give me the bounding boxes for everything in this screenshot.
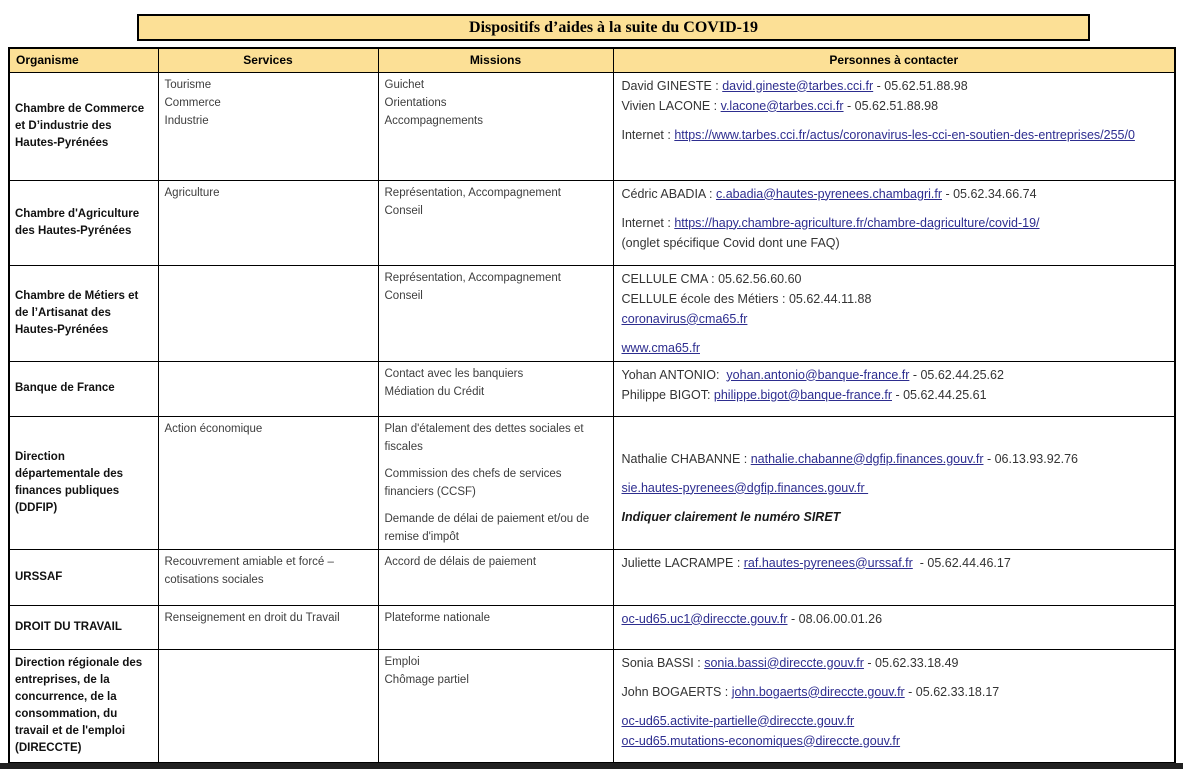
organisme-cell: [9, 265, 158, 361]
contact-text: Yohan ANTONIO:: [621, 367, 727, 382]
aid-table: [8, 47, 1176, 764]
contacts-cell: [613, 72, 1175, 180]
contacts-cell: [613, 180, 1175, 265]
table-row: [9, 549, 1175, 605]
contact-link[interactable]: yohan.antonio@banque-france.fr: [726, 367, 910, 382]
contact-text: - 05.62.34.66.74: [942, 186, 1037, 201]
organisme-name: Chambre d'Agriculture des Hautes-Pyrénées: [15, 207, 140, 237]
organisme-cell: [9, 416, 158, 549]
contact-link[interactable]: raf.hautes-pyrenees@urssaf.fr: [743, 555, 913, 570]
contact-text: John BOGAERTS :: [621, 684, 732, 699]
table-body: [9, 72, 1175, 763]
organisme-name: Direction régionale des entreprises, de la concurrence, de la consommation, du travail et de l'emploi (DIRECCTE): [15, 656, 143, 754]
contacts-cell: [613, 649, 1175, 763]
text-paragraph: Guichet Orientations Accompagnements: [384, 78, 483, 127]
contact-paragraph: [622, 184, 1167, 204]
services-cell: [158, 72, 378, 180]
contact-text: Cédric ABADIA :: [621, 186, 716, 201]
contact-paragraph: [622, 269, 1167, 329]
contact-link[interactable]: c.abadia@hautes-pyrenees.chambagri.fr: [715, 186, 942, 201]
text-paragraph: Accord de délais de paiement: [384, 555, 537, 568]
text-paragraph: Plateforme nationale: [384, 611, 490, 624]
missions-cell: [378, 361, 613, 416]
contact-text: Juliette LACRAMPE :: [621, 555, 744, 570]
text-paragraph: Contact avec les banquiers Médiation du Crédit: [384, 367, 524, 398]
contact-text: (onglet spécifique Covid dont une FAQ): [621, 235, 840, 250]
contact-paragraph: [622, 213, 1167, 253]
contact-text: Philippe BIGOT:: [621, 387, 714, 402]
contact-link[interactable]: oc-ud65.activite-partielle@direccte.gouv.fr: [621, 713, 855, 728]
organisme-name: DROIT DU TRAVAIL: [15, 620, 122, 633]
contact-paragraph: [622, 711, 1167, 751]
table-row: [9, 72, 1175, 180]
contacts-cell: [613, 361, 1175, 416]
missions-cell: [378, 72, 613, 180]
organisme-cell: [9, 180, 158, 265]
contact-link[interactable]: sonia.bassi@direccte.gouv.fr: [704, 655, 864, 670]
contact-text: Internet :: [621, 127, 675, 142]
contact-text: - 06.13.93.92.76: [983, 451, 1079, 466]
contact-text: - 08.06.00.01.26: [787, 611, 883, 626]
services-cell: [158, 265, 378, 361]
table-row: [9, 416, 1175, 549]
services-cell: [158, 649, 378, 763]
organisme-name: Banque de France: [15, 382, 115, 394]
text-paragraph: Plan d'étalement des dettes sociales et fiscales: [384, 422, 587, 453]
contact-text: CELLULE école des Métiers : 05.62.44.11.88: [621, 291, 872, 306]
organisme-name: Chambre de Métiers et de l’Artisanat des Hautes-Pyrénées: [15, 289, 139, 336]
text-paragraph: Tourisme Commerce Industrie: [164, 78, 221, 127]
contact-text: - 05.62.44.25.62: [909, 367, 1004, 382]
contact-paragraph: [622, 449, 1167, 469]
text-paragraph: Représentation, Accompagnement Conseil: [384, 186, 561, 217]
column-header-services: Services: [158, 48, 378, 72]
text-paragraph: Renseignement en droit du Travail: [164, 611, 340, 624]
contacts-cell: [613, 416, 1175, 549]
contact-text: - 05.62.33.18.49: [863, 655, 959, 670]
text-paragraph: Représentation, Accompagnement Conseil: [384, 271, 561, 302]
contacts-cell: [613, 549, 1175, 605]
organisme-name: URSSAF: [15, 570, 63, 583]
text-paragraph: Emploi Chômage partiel: [384, 655, 469, 686]
contact-text: - 05.62.33.18.17: [904, 684, 1000, 699]
header-row: [9, 48, 1175, 72]
contact-paragraph: [622, 478, 1167, 498]
contact-paragraph: [622, 365, 1167, 405]
organisme-cell: [9, 549, 158, 605]
contact-link[interactable]: john.bogaerts@direccte.gouv.fr: [731, 684, 905, 699]
contact-paragraph: [622, 125, 1167, 145]
contact-text: CELLULE CMA : 05.62.56.60.60: [621, 271, 802, 286]
contact-link[interactable]: https://hapy.chambre-agriculture.fr/chambre-dagriculture/covid-19/: [674, 215, 1040, 230]
contact-paragraph: [622, 507, 1167, 527]
contact-paragraph: [622, 682, 1167, 702]
contact-paragraph: [622, 420, 1167, 440]
contacts-cell: [613, 265, 1175, 361]
contact-link[interactable]: sie.hautes-pyrenees@dgfip.finances.gouv.fr: [621, 480, 869, 495]
table-row: [9, 649, 1175, 763]
services-cell: [158, 605, 378, 649]
text-paragraph: Recouvrement amiable et forcé – cotisations sociales: [164, 555, 334, 586]
contact-paragraph: [622, 653, 1167, 673]
column-header-organisme: Organisme: [9, 48, 158, 72]
organisme-cell: [9, 361, 158, 416]
contact-text: Sonia BASSI :: [621, 655, 705, 670]
services-cell: [158, 180, 378, 265]
text-paragraph: Agriculture: [164, 186, 220, 199]
contact-text: Vivien LACONE :: [621, 98, 721, 113]
missions-cell: [378, 180, 613, 265]
contact-link[interactable]: v.lacone@tarbes.cci.fr: [720, 98, 844, 113]
contact-paragraph: [622, 338, 1167, 358]
missions-cell: [378, 416, 613, 549]
contact-text: David GINESTE :: [621, 78, 723, 93]
contact-link[interactable]: www.cma65.fr: [621, 340, 700, 355]
column-header-missions: Missions: [378, 48, 613, 72]
contact-paragraph: [622, 609, 1167, 629]
contact-paragraph: [622, 553, 1167, 573]
table-row: [9, 180, 1175, 265]
text-paragraph: Action économique: [164, 422, 263, 435]
table-row: [9, 265, 1175, 361]
contact-link[interactable]: oc-ud65.uc1@direccte.gouv.fr: [621, 611, 788, 626]
contact-text: [622, 423, 625, 437]
contact-link[interactable]: david.gineste@tarbes.cci.fr: [722, 78, 874, 93]
contact-text: Indiquer clairement le numéro SIRET: [621, 509, 841, 524]
organisme-name: Direction départementale des finances publiques (DDFIP): [15, 450, 124, 514]
contact-link[interactable]: https://www.tarbes.cci.fr/actus/coronavirus-les-cci-en-soutien-des-entreprises/255/0: [674, 127, 1135, 142]
contact-link[interactable]: philippe.bigot@banque-france.fr: [713, 387, 892, 402]
contacts-cell: [613, 605, 1175, 649]
services-cell: [158, 549, 378, 605]
organisme-cell: [9, 605, 158, 649]
missions-cell: [378, 265, 613, 361]
missions-cell: [378, 649, 613, 763]
contact-link[interactable]: nathalie.chabanne@dgfip.finances.gouv.fr: [750, 451, 984, 466]
organisme-cell: [9, 72, 158, 180]
contact-link[interactable]: oc-ud65.mutations-economiques@direccte.gouv.fr: [621, 733, 901, 748]
contact-link[interactable]: coronavirus@cma65.fr: [621, 311, 748, 326]
bottom-edge-bar: [0, 763, 1183, 769]
contact-text: - 05.62.44.25.61: [892, 387, 987, 402]
contact-text: - 05.62.51.88.98: [843, 98, 939, 113]
organisme-name: Chambre de Commerce et D’industrie des Hautes-Pyrénées: [15, 102, 145, 149]
services-cell: [158, 416, 378, 549]
missions-cell: [378, 549, 613, 605]
contact-text: Internet :: [621, 215, 675, 230]
organisme-cell: [9, 649, 158, 763]
column-header-contacts: Personnes à contacter: [613, 48, 1175, 72]
contact-text: - 05.62.51.88.98: [873, 78, 968, 93]
missions-cell: [378, 605, 613, 649]
table-row: [9, 361, 1175, 416]
page-title: Dispositifs d’aides à la suite du COVID-19: [137, 14, 1090, 41]
contact-text: - 05.62.44.46.17: [912, 555, 1011, 570]
contact-paragraph: [622, 76, 1167, 116]
table-row: [9, 605, 1175, 649]
contact-text: Nathalie CHABANNE :: [621, 451, 751, 466]
services-cell: [158, 361, 378, 416]
text-paragraph: Commission des chefs de services financiers (CCSF): [384, 467, 565, 498]
text-paragraph: Demande de délai de paiement et/ou de remise d'impôt: [384, 512, 593, 543]
